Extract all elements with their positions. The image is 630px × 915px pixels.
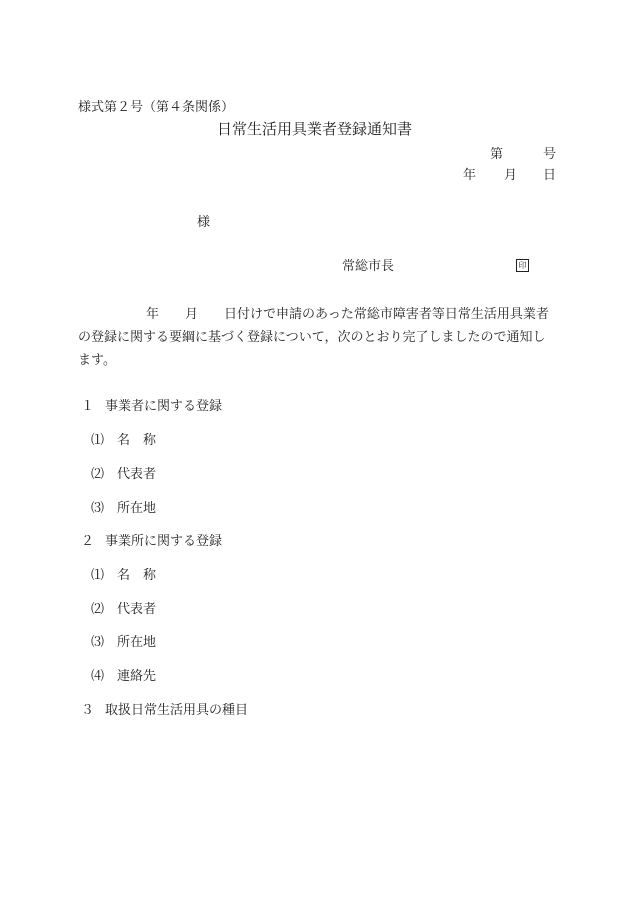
section-title: 事業所に関する登録 — [105, 534, 223, 549]
body-line-1: 年 月 日付けで申請のあった常総市障害者等日常生活用具業者 — [146, 307, 549, 322]
section-heading — [81, 534, 222, 551]
section-title: 取扱日常生活用具の種目 — [105, 703, 249, 718]
list-item — [91, 433, 156, 450]
list-item — [91, 635, 156, 652]
list-item — [91, 501, 156, 518]
section-number: ３ — [81, 703, 95, 718]
item-label: 所在地 — [117, 635, 157, 650]
item-label: 名 称 — [117, 433, 157, 448]
section-title: 事業者に関する登録 — [105, 399, 223, 414]
section-heading — [81, 399, 222, 416]
section-number: １ — [81, 399, 95, 414]
item-label: 連絡先 — [117, 669, 157, 684]
form-label: 様式第２号（第４条関係） — [78, 100, 235, 115]
item-label: 代表者 — [117, 602, 157, 617]
addressee-honorific: 様 — [197, 215, 211, 230]
item-number: ⑴ — [91, 568, 105, 583]
date-month: 月 — [504, 168, 518, 183]
doc-number-dai: 第 — [490, 147, 504, 162]
date-day: 日 — [543, 168, 557, 183]
section-heading — [81, 703, 248, 720]
body-paragraph — [78, 303, 556, 372]
body-line-2: の登録に関する要綱に基づく登録について，次のとおり完了しましたので通知し — [78, 330, 546, 345]
document-title: 日常生活用具業者登録通知書 — [217, 120, 413, 138]
item-number: ⑵ — [91, 602, 105, 617]
list-item — [91, 467, 156, 484]
item-number: ⑶ — [91, 635, 105, 650]
list-item — [91, 568, 156, 585]
list-item — [91, 669, 156, 686]
body-line-3: ます。 — [78, 353, 116, 368]
item-label: 代表者 — [117, 467, 157, 482]
item-number: ⑷ — [91, 669, 105, 684]
item-label: 所在地 — [117, 501, 157, 516]
item-number: ⑴ — [91, 433, 105, 448]
item-number: ⑵ — [91, 467, 105, 482]
list-item — [91, 602, 156, 619]
section-number: ２ — [81, 534, 95, 549]
seal-mark: 印 — [516, 259, 529, 272]
issuer-name: 常総市長 — [342, 259, 395, 274]
doc-number-go: 号 — [543, 147, 557, 162]
item-number: ⑶ — [91, 501, 105, 516]
date-year: 年 — [463, 168, 477, 183]
item-label: 名 称 — [117, 568, 157, 583]
